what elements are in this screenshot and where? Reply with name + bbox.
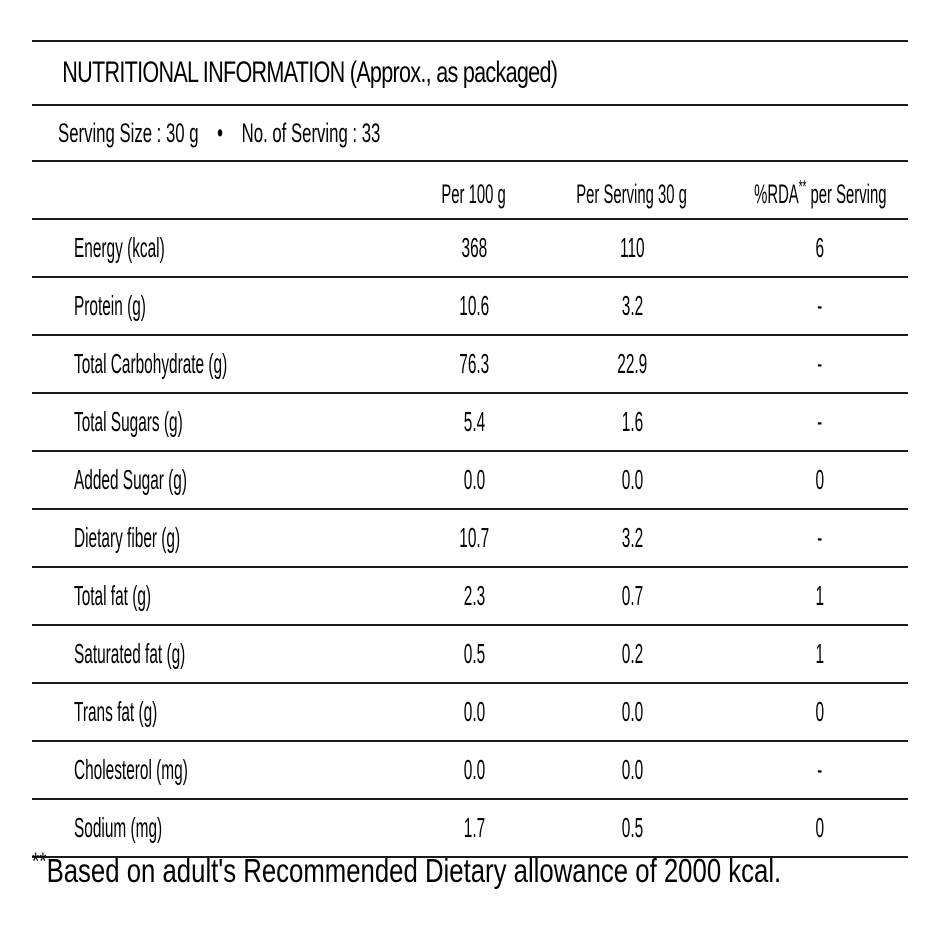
table-row [32, 394, 908, 450]
value-per-100g: 0.0 [463, 464, 485, 495]
value-rda: - [817, 522, 823, 553]
column-header-row [32, 162, 908, 218]
value-rda: - [817, 754, 823, 785]
serving-row [32, 106, 908, 160]
value-per-serving: 3.2 [621, 522, 643, 553]
value-per-100g: 2.3 [463, 580, 485, 611]
footnote-text: Based on adult's Recommended Dietary allowance of 2000 kcal. [46, 852, 782, 889]
value-rda: - [817, 348, 823, 379]
value-per-100g: 0.0 [463, 696, 485, 727]
value-rda: - [817, 290, 823, 321]
nutrient-name: Cholesterol (mg) [74, 754, 188, 785]
nutrient-name: Total Sugars (g) [74, 406, 183, 437]
value-per-100g: 0.5 [463, 638, 485, 669]
table-row [32, 626, 908, 682]
value-per-100g: 0.0 [463, 754, 485, 785]
title-row [32, 42, 908, 104]
column-header-rda [732, 162, 908, 218]
value-per-serving: 0.5 [621, 812, 643, 843]
nutrient-name: Added Sugar (g) [74, 464, 188, 495]
value-rda: 1 [815, 638, 825, 669]
table-row [32, 452, 908, 508]
value-per-serving: 22.9 [617, 348, 647, 379]
nutrient-name: Dietary fiber (g) [74, 522, 181, 553]
value-per-100g: 10.6 [459, 290, 489, 321]
value-per-serving: 0.0 [621, 754, 643, 785]
nutrient-name: Saturated fat (g) [74, 638, 186, 669]
table-row [32, 684, 908, 740]
value-per-100g: 76.3 [459, 348, 489, 379]
nutrient-name: Total fat (g) [74, 580, 152, 611]
nutrient-name: Energy (kcal) [74, 232, 165, 263]
nutrient-name: Protein (g) [74, 290, 146, 321]
servings-count: No. of Serving : 33 [241, 117, 381, 148]
value-per-serving: 0.7 [621, 580, 643, 611]
table-row [32, 568, 908, 624]
bullet: • [217, 117, 224, 148]
rda-stars: ** [798, 177, 807, 197]
nutrient-name: Total Carbohydrate (g) [74, 348, 228, 379]
value-rda: 6 [815, 232, 825, 263]
value-per-serving: 3.2 [621, 290, 643, 321]
value-per-100g: 5.4 [463, 406, 485, 437]
value-rda: 0 [815, 812, 825, 843]
table-row [32, 742, 908, 798]
rda-prefix: %RDA [753, 179, 799, 209]
value-per-serving: 0.0 [621, 696, 643, 727]
column-header-per-serving: Per Serving 30 g [576, 179, 688, 209]
rda-suffix: per Serving [806, 179, 887, 209]
value-rda: 1 [815, 580, 825, 611]
value-per-100g: 1.7 [463, 812, 485, 843]
nutrient-rows [32, 220, 908, 858]
table-row [32, 278, 908, 334]
value-per-serving: 110 [619, 232, 645, 263]
value-per-serving: 0.2 [621, 638, 643, 669]
value-rda: 0 [815, 696, 825, 727]
value-rda: - [817, 406, 823, 437]
serving-info [32, 118, 380, 149]
nutrient-name: Sodium (mg) [74, 812, 163, 843]
column-header-per-100g: Per 100 g [441, 179, 507, 209]
nutrition-panel [32, 40, 908, 858]
value-rda: 0 [815, 464, 825, 495]
panel-title: NUTRITIONAL INFORMATION (Approx., as packaged) [62, 56, 558, 89]
footnote [32, 848, 782, 890]
value-per-serving: 1.6 [621, 406, 643, 437]
value-per-serving: 0.0 [621, 464, 643, 495]
footnote-stars: ** [32, 848, 47, 875]
table-row [32, 510, 908, 566]
value-per-100g: 368 [461, 232, 487, 263]
nutrient-name: Trans fat (g) [74, 696, 158, 727]
serving-size: Serving Size : 30 g [58, 117, 199, 148]
table-row [32, 220, 908, 276]
table-row [32, 800, 908, 856]
value-per-100g: 10.7 [459, 522, 489, 553]
table-row [32, 336, 908, 392]
